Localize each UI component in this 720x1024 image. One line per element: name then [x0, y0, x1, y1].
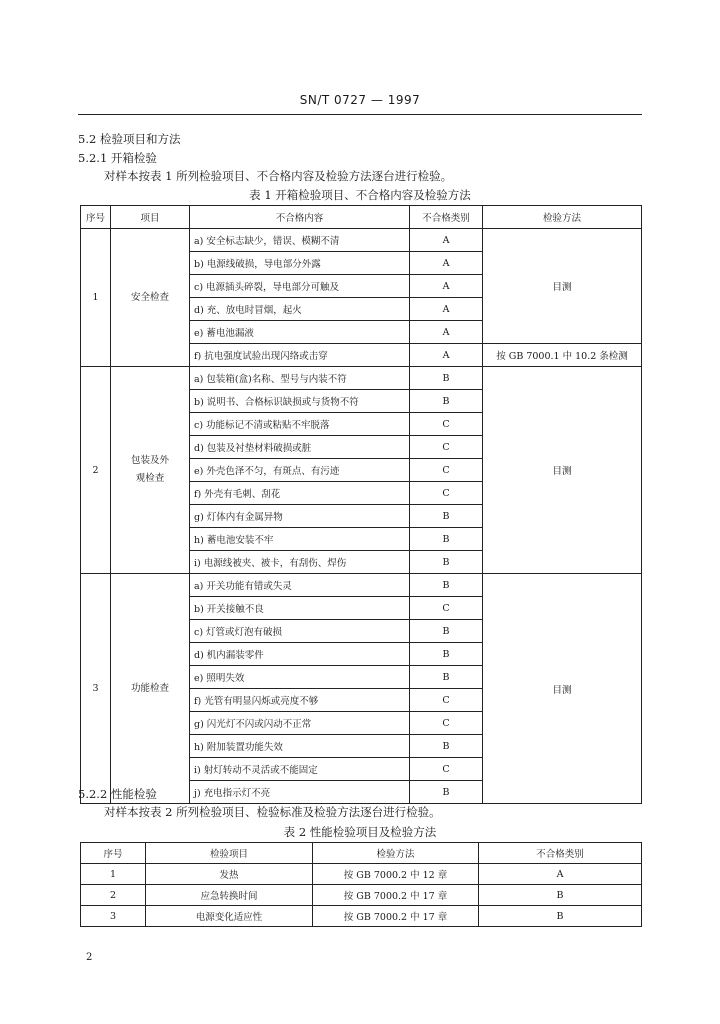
- table2-header-class: 不合格类别: [479, 843, 642, 864]
- table2-number-cell: 1: [81, 864, 146, 885]
- table1-class-cell: B: [410, 551, 483, 574]
- table1-content-cell: f) 外壳有毛刺、刮花: [190, 482, 410, 505]
- table1-content-cell: e) 蓄电池漏液: [190, 321, 410, 344]
- table1-content-cell: i) 射灯转动不灵活或不能固定: [190, 758, 410, 781]
- table1-class-cell: B: [410, 367, 483, 390]
- document-code: SN/T 0727 — 1997: [299, 93, 421, 107]
- table1-content-cell: b) 说明书、合格标识缺损或与货物不符: [190, 390, 410, 413]
- table1-content-cell: c) 灯管或灯泡有破损: [190, 620, 410, 643]
- header-rule: [78, 114, 642, 115]
- section-5-2-1-text: 对样本按表 1 所列检验项目、不合格内容及检验方法逐台进行检验。: [104, 169, 453, 183]
- table1-group-number: 1: [81, 229, 111, 367]
- table1-class-cell: B: [410, 620, 483, 643]
- table1-content-cell: h) 附加装置功能失效: [190, 735, 410, 758]
- table1-class-cell: C: [410, 597, 483, 620]
- table1-class-cell: B: [410, 574, 483, 597]
- table1-class-cell: A: [410, 298, 483, 321]
- table1-method-cell: 目测: [483, 367, 642, 574]
- table1-class-cell: C: [410, 689, 483, 712]
- table2-method-cell: 按 GB 7000.2 中 12 章: [313, 864, 479, 885]
- table1-content-cell: f) 抗电强度试验出现闪络或击穿: [190, 344, 410, 367]
- table1-group-item: 包装及外观检查: [111, 367, 190, 574]
- table1-content-cell: a) 包装箱(盒)名称、型号与内装不符: [190, 367, 410, 390]
- table1-content-cell: a) 安全标志缺少，错误、模糊不清: [190, 229, 410, 252]
- table1-content-cell: e) 外壳色泽不匀，有斑点、有污迹: [190, 459, 410, 482]
- section-5-2-2-heading: 5.2.2 性能检验: [78, 787, 157, 801]
- table2-number-cell: 3: [81, 906, 146, 927]
- table1-class-cell: B: [410, 643, 483, 666]
- table2-class-cell: B: [479, 906, 642, 927]
- table2-number-cell: 2: [81, 885, 146, 906]
- section-5-2-1-heading: 5.2.1 开箱检验: [78, 151, 157, 165]
- table1-caption: 表 1 开箱检验项目、不合格内容及检验方法: [249, 188, 471, 202]
- table2-caption: 表 2 性能检验项目及检验方法: [283, 825, 437, 839]
- table2-item-cell: 应急转换时间: [146, 885, 313, 906]
- inspection-table-1: [80, 205, 642, 804]
- table1-class-cell: B: [410, 781, 483, 804]
- table1-class-cell: C: [410, 436, 483, 459]
- table1-content-cell: h) 蓄电池安装不牢: [190, 528, 410, 551]
- table1-content-cell: i) 电源线被夹、被卡，有刮伤、焊伤: [190, 551, 410, 574]
- table1-content-cell: g) 闪光灯不闪或闪动不正常: [190, 712, 410, 735]
- table1-class-cell: A: [410, 275, 483, 298]
- table1-content-cell: b) 开关接触不良: [190, 597, 410, 620]
- table1-class-cell: B: [410, 505, 483, 528]
- table2-header-row: [81, 843, 642, 864]
- table1-group-item: 安全检查: [111, 229, 190, 367]
- table2-header-item: 检验项目: [146, 843, 313, 864]
- table1-content-cell: c) 功能标记不清或粘贴不牢脱落: [190, 413, 410, 436]
- table2-row: [81, 906, 642, 927]
- table2-item-cell: 电源变化适应性: [146, 906, 313, 927]
- table2-header-method: 检验方法: [313, 843, 479, 864]
- table1-header-content: 不合格内容: [190, 206, 410, 229]
- table1-content-cell: j) 充电指示灯不亮: [190, 781, 410, 804]
- table1-class-cell: C: [410, 459, 483, 482]
- table1-group-number: 3: [81, 574, 111, 804]
- table1-class-cell: C: [410, 712, 483, 735]
- table1-content-cell: f) 光管有明显闪烁或亮度不够: [190, 689, 410, 712]
- inspection-table-2: [80, 842, 642, 927]
- table1-class-cell: C: [410, 482, 483, 505]
- table1-content-cell: d) 机内漏装零件: [190, 643, 410, 666]
- table1-class-cell: A: [410, 344, 483, 367]
- table1-class-cell: B: [410, 735, 483, 758]
- table1-header-class: 不合格类别: [410, 206, 483, 229]
- table2-header-no: 序号: [81, 843, 146, 864]
- section-5-2-2-text: 对样本按表 2 所列检验项目、检验标准及检验方法逐台进行检验。: [104, 805, 441, 819]
- table1-method-cell: 按 GB 7000.1 中 10.2 条检测: [483, 344, 642, 367]
- table2-row: [81, 885, 642, 906]
- table1-method-cell: 目测: [483, 574, 642, 804]
- table1-content-cell: c) 电源插头碎裂，导电部分可触及: [190, 275, 410, 298]
- table1-content-cell: g) 灯体内有金属异物: [190, 505, 410, 528]
- section-5-2-heading: 5.2 检验项目和方法: [78, 132, 181, 146]
- table1-content-cell: a) 开关功能有错或失灵: [190, 574, 410, 597]
- table1-header-method: 检验方法: [483, 206, 642, 229]
- table1-content-cell: d) 充、放电时冒烟，起火: [190, 298, 410, 321]
- table1-content-cell: e) 照明失效: [190, 666, 410, 689]
- table1-row: [81, 367, 642, 390]
- table1-class-cell: B: [410, 666, 483, 689]
- table1-class-cell: A: [410, 321, 483, 344]
- table2-method-cell: 按 GB 7000.2 中 17 章: [313, 906, 479, 927]
- table1-method-cell: 目测: [483, 229, 642, 344]
- table2-class-cell: B: [479, 885, 642, 906]
- table1-class-cell: B: [410, 390, 483, 413]
- table1-group-item: 功能检查: [111, 574, 190, 804]
- page-number: 2: [86, 952, 93, 963]
- table2-row: [81, 864, 642, 885]
- table1-header-row: [81, 206, 642, 229]
- table1-class-cell: A: [410, 252, 483, 275]
- table1-row: [81, 574, 642, 597]
- table2-method-cell: 按 GB 7000.2 中 17 章: [313, 885, 479, 906]
- table1-header-item: 项目: [111, 206, 190, 229]
- table2-item-cell: 发热: [146, 864, 313, 885]
- table1-class-cell: B: [410, 528, 483, 551]
- table2-class-cell: A: [479, 864, 642, 885]
- table1-class-cell: C: [410, 758, 483, 781]
- table1-content-cell: d) 包装及衬垫材料破损或脏: [190, 436, 410, 459]
- table1-class-cell: A: [410, 229, 483, 252]
- table1-class-cell: C: [410, 413, 483, 436]
- table1-row: [81, 229, 642, 252]
- table1-content-cell: b) 电源线破损，导电部分外露: [190, 252, 410, 275]
- table1-header-no: 序号: [81, 206, 111, 229]
- table1-group-number: 2: [81, 367, 111, 574]
